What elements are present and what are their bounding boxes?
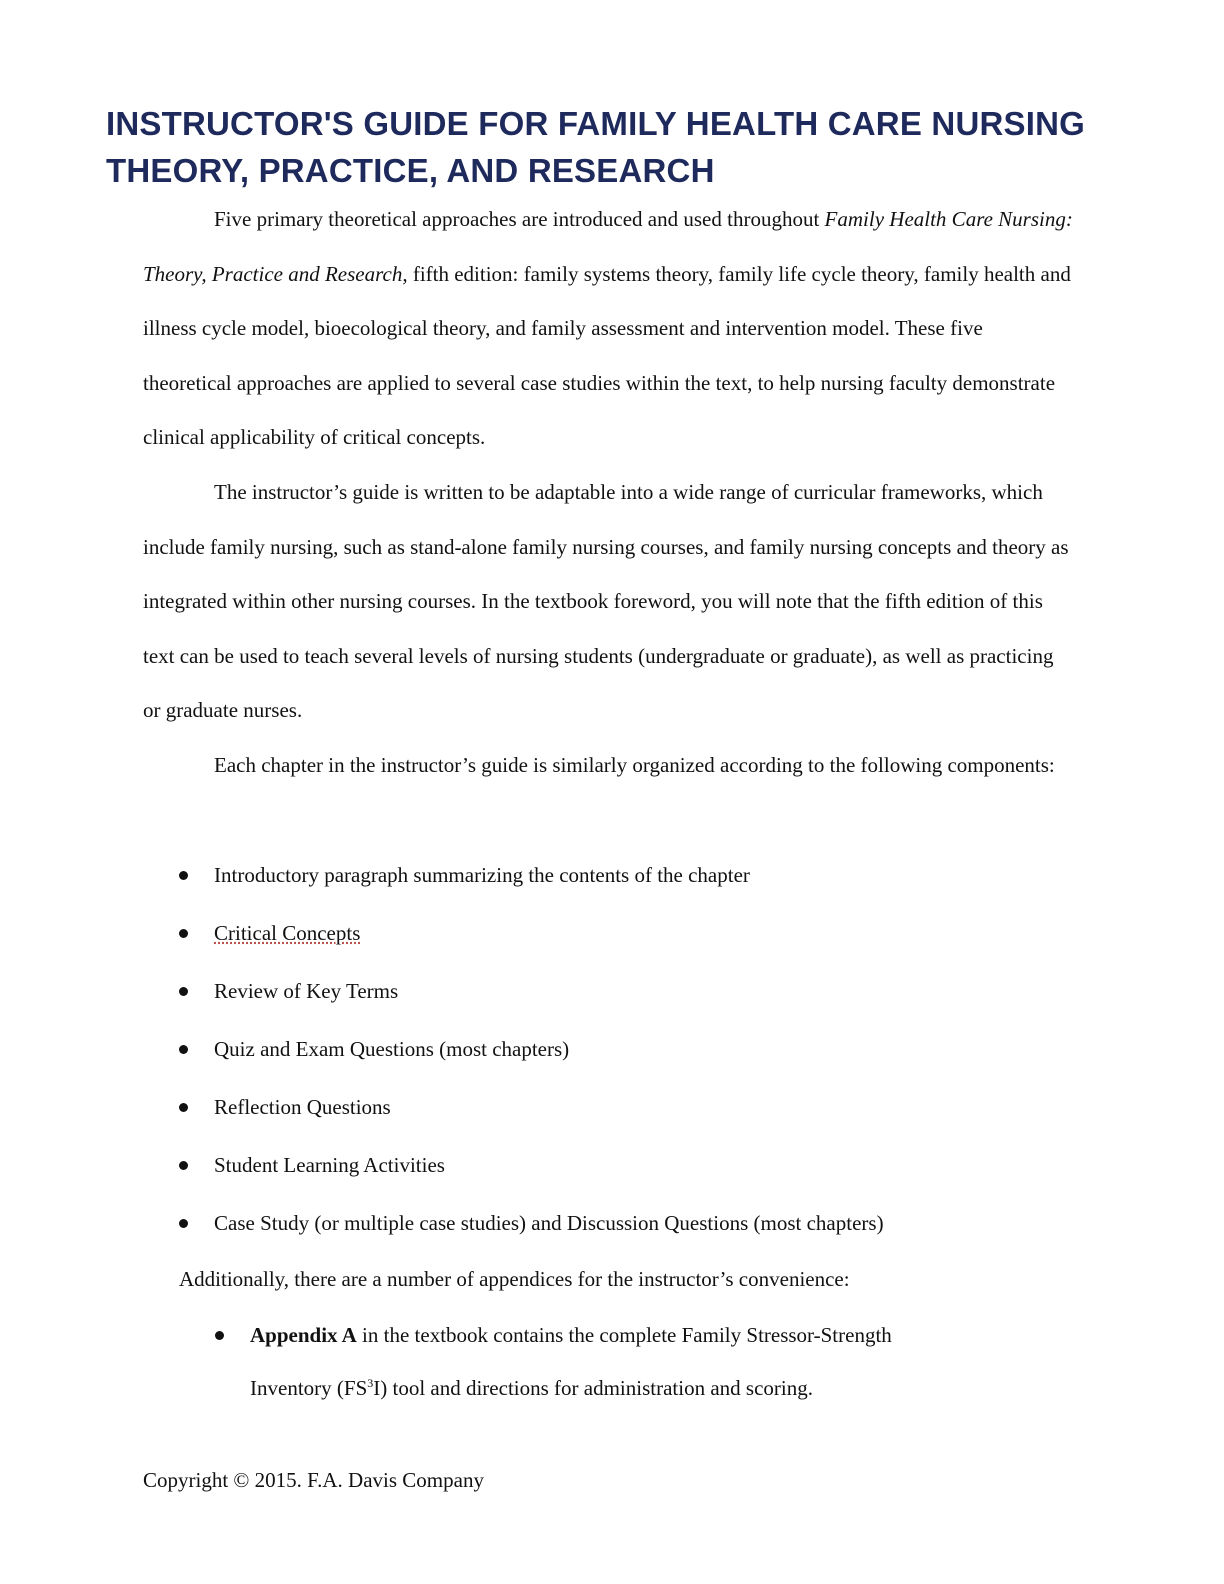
title-line-2: THEORY, PRACTICE, AND RESEARCH (106, 152, 715, 189)
list-item (143, 962, 1093, 1020)
paragraph-3: Each chapter in the instructor’s guide is similarly organized according to the following components: (214, 752, 1055, 777)
appendix-a-text-3: I) tool and directions for administration and scoring. (373, 1376, 813, 1400)
book-title-italic: Family Health Care Nursing: Theory, Practice and Research, (143, 207, 1073, 286)
appendix-a-line-1 (250, 1317, 999, 1353)
list-item (143, 904, 1093, 962)
list-item (143, 1020, 1093, 1078)
appendix-a-text: in the textbook contains the complete Family Stressor-Strength (356, 1323, 892, 1347)
list-item-label: Critical Concepts (214, 921, 361, 945)
paragraph-2: The instructor’s guide is written to be adaptable into a wide range of curricular frameworks, which include family nursing, such as stand-alone family nursing courses, and family nursing concepts and theory as integrated within other nursing courses. In the textbook foreword, you will note that the fifth edition of this text can be used to teach several levels of nursing students (undergraduate or graduate), as well as practicing or graduate nurses. (143, 479, 1069, 723)
appendices-intro: Additionally, there are a number of appendices for the instructor’s convenience: (179, 1267, 850, 1291)
components-list (143, 846, 1093, 1252)
list-item (143, 1194, 1093, 1252)
list-item (143, 1078, 1093, 1136)
bullet-icon (179, 987, 188, 996)
appendix-a-item (179, 1317, 999, 1406)
bullet-icon (179, 1045, 188, 1054)
list-item-label: Introductory paragraph summarizing the contents of the chapter (214, 863, 750, 887)
paragraph-1-rest: fifth edition: family systems theory, family life cycle theory, family health and illness cycle model, bioecological theory, and family assessment and intervention model. These five theoretical approaches are applied to several case studies within the text, to help nursing faculty demonstrate clinical applicability of critical concepts. (143, 261, 1071, 450)
superscript: 3 (367, 1376, 374, 1390)
bullet-icon (179, 871, 188, 880)
appendix-a-text-2: Inventory (FS (250, 1376, 368, 1400)
bullet-icon (179, 1103, 188, 1112)
list-item-label: Student Learning Activities (214, 1153, 445, 1177)
copyright-footer: Copyright © 2015. F.A. Davis Company (143, 1468, 484, 1492)
list-item-label: Quiz and Exam Questions (most chapters) (214, 1037, 570, 1061)
bullet-icon (179, 929, 188, 938)
bullet-icon (179, 1161, 188, 1170)
intro-paragraphs (143, 192, 1073, 793)
title-line-1: INSTRUCTOR'S GUIDE FOR FAMILY HEALTH CARE NURSING (106, 105, 1085, 142)
list-item (143, 846, 1093, 904)
paragraph-1-text: Five primary theoretical approaches are introduced and used throughout (214, 207, 825, 231)
list-item-label: Reflection Questions (214, 1095, 391, 1119)
appendix-a-line-2 (250, 1370, 999, 1406)
paragraph-1 (143, 192, 1073, 465)
list-item-label: Review of Key Terms (214, 979, 399, 1003)
document-title (106, 100, 1186, 194)
list-item (143, 1136, 1093, 1194)
bullet-icon (179, 1219, 188, 1228)
list-item-label: Case Study (or multiple case studies) and Discussion Questions (most chapters) (214, 1211, 884, 1235)
bullet-icon (215, 1331, 224, 1340)
appendix-a-label: Appendix A (250, 1323, 357, 1347)
